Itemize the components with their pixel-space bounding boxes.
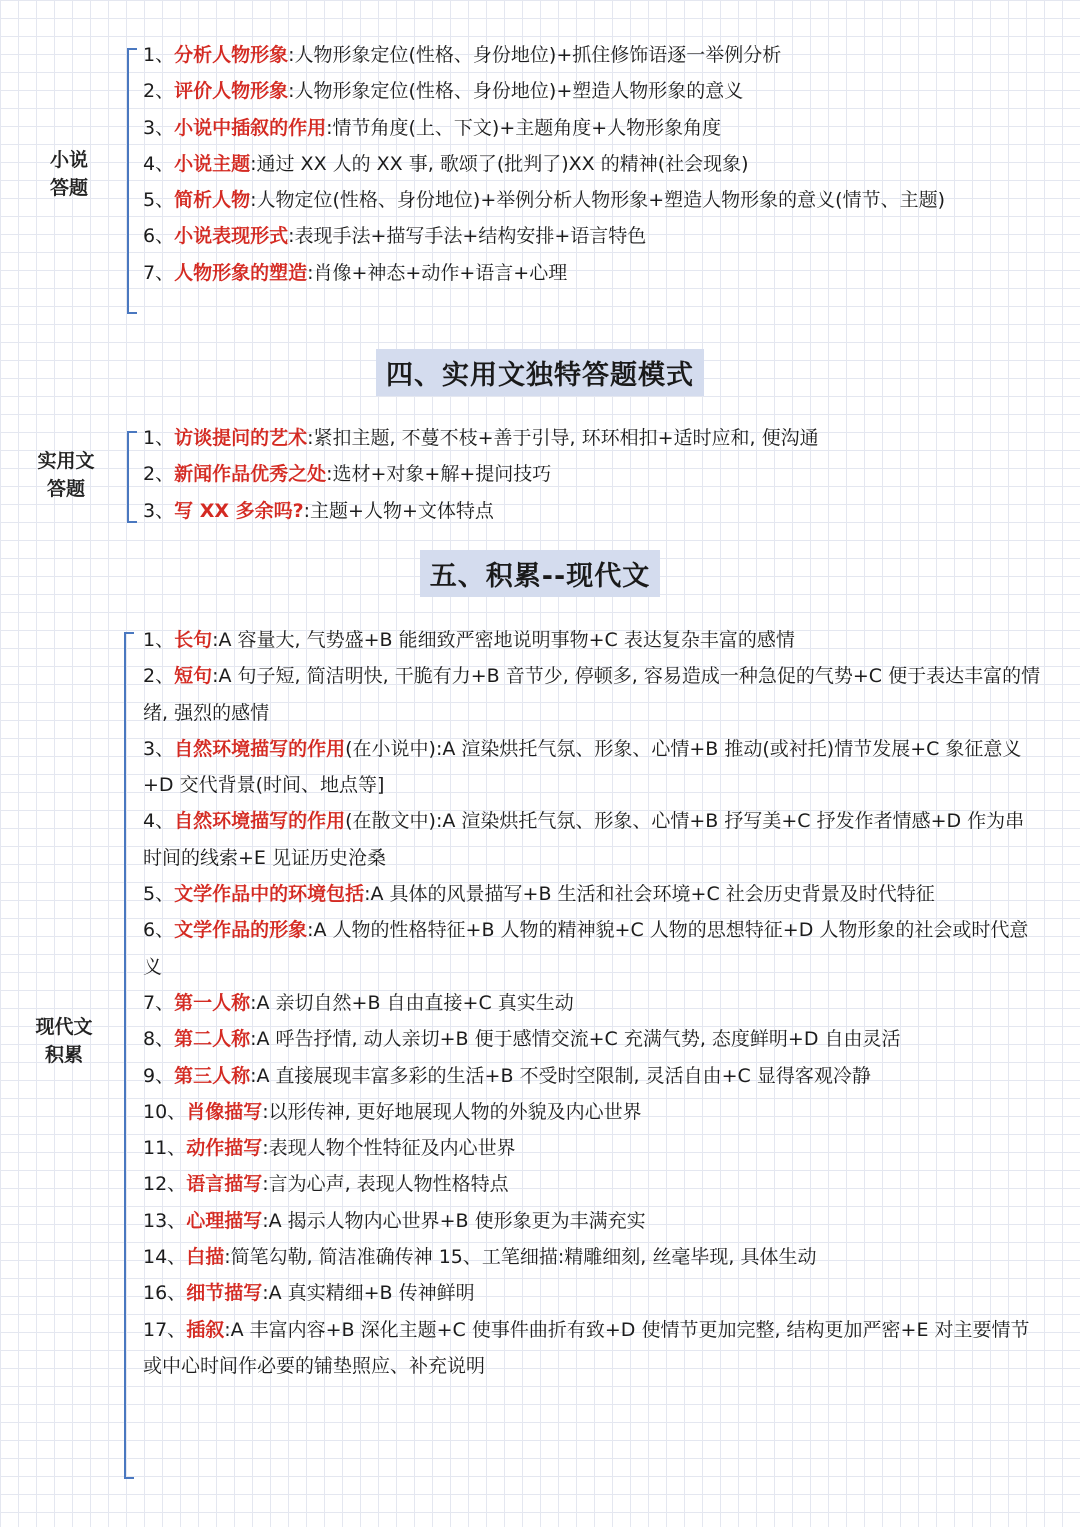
list-item: 1、访谈提问的艺术:紧扣主题, 不蔓不枝+善于引导, 环环相扣+适时应和, 便沟通 xyxy=(143,427,819,449)
keyword: 第二人称 xyxy=(174,1028,251,1051)
keyword: 文学作品的形象 xyxy=(174,919,308,942)
keyword: 新闻作品优秀之处 xyxy=(174,463,327,486)
keyword: 人物形象的塑造 xyxy=(174,261,308,284)
heading-text: 四、实用文独特答题模式 xyxy=(376,349,704,396)
context-note: (在小说中) xyxy=(345,737,436,760)
list-item: 12、语言描写:言为心声, 表现人物性格特点 xyxy=(143,1173,509,1196)
list-item: 14、白描:简笔勾勒, 简洁准确传神 15、工笔细描:精雕细刻, 丝毫毕现, 具体生动 xyxy=(143,1246,817,1269)
list-item: 2、短句:A 句子短, 简洁明快, 干脆有力+B 音节少, 停顿多, 容易造成一种急促的气势+C 便于表达丰富的情绪, 强烈的感情 xyxy=(143,665,1041,724)
list-item: 3、小说中插叙的作用:情节角度(上、下文)+主题角度+人物形象角度 xyxy=(143,116,722,139)
heading-text: 五、积累--现代文 xyxy=(420,550,660,597)
keyword: 动作描写 xyxy=(186,1137,263,1160)
bracket xyxy=(127,431,137,523)
keyword: 语言描写 xyxy=(186,1173,263,1196)
section-heading-modern xyxy=(0,550,1080,597)
list-item: 4、自然环境描写的作用(在散文中):A 渲染烘托气氛、形象、心情+B 抒写美+C 抒发作者情感+D 作为串时间的线索+E 见证历史沧桑 xyxy=(143,810,1025,869)
keyword: 小说主题 xyxy=(174,152,251,175)
category-label: 现代文 积累 xyxy=(35,1016,93,1066)
list-item: 2、评价人物形象:人物形象定位(性格、身份地位)+塑造人物形象的意义 xyxy=(143,80,744,103)
keyword: 小说表现形式 xyxy=(174,225,289,248)
section-heading-practical xyxy=(0,349,1080,396)
keyword: 长句 xyxy=(174,629,213,651)
keyword: 小说中插叙的作用 xyxy=(174,116,327,139)
list-item: 7、人物形象的塑造:肖像+神态+动作+语言+心理 xyxy=(143,261,568,284)
list-item: 4、小说主题:通过 XX 人的 XX 事, 歌颂了(批判了)XX 的精神(社会现象) xyxy=(143,152,749,175)
keyword: 简析人物 xyxy=(174,189,251,212)
list-item: 1、长句:A 容量大, 气势盛+B 能细致严密地说明事物+C 表达复杂丰富的感情 xyxy=(143,629,795,651)
category-label: 小说 答题 xyxy=(49,149,88,199)
keyword: 插叙 xyxy=(186,1318,225,1341)
keyword: 细节描写 xyxy=(186,1282,263,1305)
list-item: 13、心理描写:A 揭示人物内心世界+B 使形象更为丰满充实 xyxy=(143,1209,646,1232)
keyword: 自然环境描写的作用 xyxy=(174,810,346,833)
item-list xyxy=(143,622,1043,1384)
keyword: 肖像描写 xyxy=(186,1100,263,1123)
list-item: 17、插叙:A 丰富内容+B 深化主题+C 使事件曲折有致+D 使情节更加完整, 结构更加严密+E 对主要情节或中心时间作必要的铺垫照应、补充说明 xyxy=(143,1318,1030,1377)
list-item: 5、文学作品中的环境包括:A 具体的风景描写+B 生活和社会环境+C 社会历史背景及时代特征 xyxy=(143,883,935,906)
keyword: 白描 xyxy=(186,1246,225,1269)
context-note: (在散文中) xyxy=(345,810,436,833)
keyword: 写 XX 多余吗? xyxy=(174,499,304,522)
item-list xyxy=(143,37,1043,291)
list-item: 6、小说表现形式:表现手法+描写手法+结构安排+语言特色 xyxy=(143,225,647,248)
keyword: 访谈提问的艺术 xyxy=(174,427,308,449)
list-item: 6、文学作品的形象:A 人物的性格特征+B 人物的精神貌+C 人物的思想特征+D 人物形象的社会或时代意义 xyxy=(143,919,1029,978)
bracket xyxy=(124,632,134,1479)
keyword: 分析人物形象 xyxy=(174,44,289,66)
list-item: 3、写 XX 多余吗?:主题+人物+文体特点 xyxy=(143,499,494,522)
list-item: 7、第一人称:A 亲切自然+B 自由直接+C 真实生动 xyxy=(143,991,574,1014)
list-item: 16、细节描写:A 真实精细+B 传神鲜明 xyxy=(143,1282,475,1305)
list-item: 1、分析人物形象:人物形象定位(性格、身份地位)+抓住修饰语逐一举例分析 xyxy=(143,44,782,66)
list-item: 2、新闻作品优秀之处:选材+对象+解+提问技巧 xyxy=(143,463,552,486)
keyword: 第三人称 xyxy=(174,1064,251,1087)
list-item: 10、肖像描写:以形传神, 更好地展现人物的外貌及内心世界 xyxy=(143,1100,642,1123)
keyword: 自然环境描写的作用 xyxy=(174,737,346,760)
keyword: 文学作品中的环境包括 xyxy=(174,883,365,906)
list-item: 11、动作描写:表现人物个性特征及内心世界 xyxy=(143,1137,516,1160)
item-list xyxy=(143,420,1043,529)
list-item: 5、简析人物:人物定位(性格、身份地位)+举例分析人物形象+塑造人物形象的意义(情节、主题) xyxy=(143,189,946,212)
keyword: 短句 xyxy=(174,665,213,688)
category-label: 实用文 答题 xyxy=(37,450,95,500)
keyword: 第一人称 xyxy=(174,991,251,1014)
list-item: 8、第二人称:A 呼告抒情, 动人亲切+B 便于感情交流+C 充满气势, 态度鲜明+D 自由灵活 xyxy=(143,1028,901,1051)
list-item: 9、第三人称:A 直接展现丰富多彩的生活+B 不受时空限制, 灵活自由+C 显得客观冷静 xyxy=(143,1064,871,1087)
keyword: 评价人物形象 xyxy=(174,80,289,103)
keyword: 心理描写 xyxy=(186,1209,263,1232)
list-item: 3、自然环境描写的作用(在小说中):A 渲染烘托气氛、形象、心情+B 推动(或衬托)情节发展+C 象征意义+D 交代背景(时间、地点等] xyxy=(143,737,1022,797)
bracket xyxy=(127,48,137,314)
